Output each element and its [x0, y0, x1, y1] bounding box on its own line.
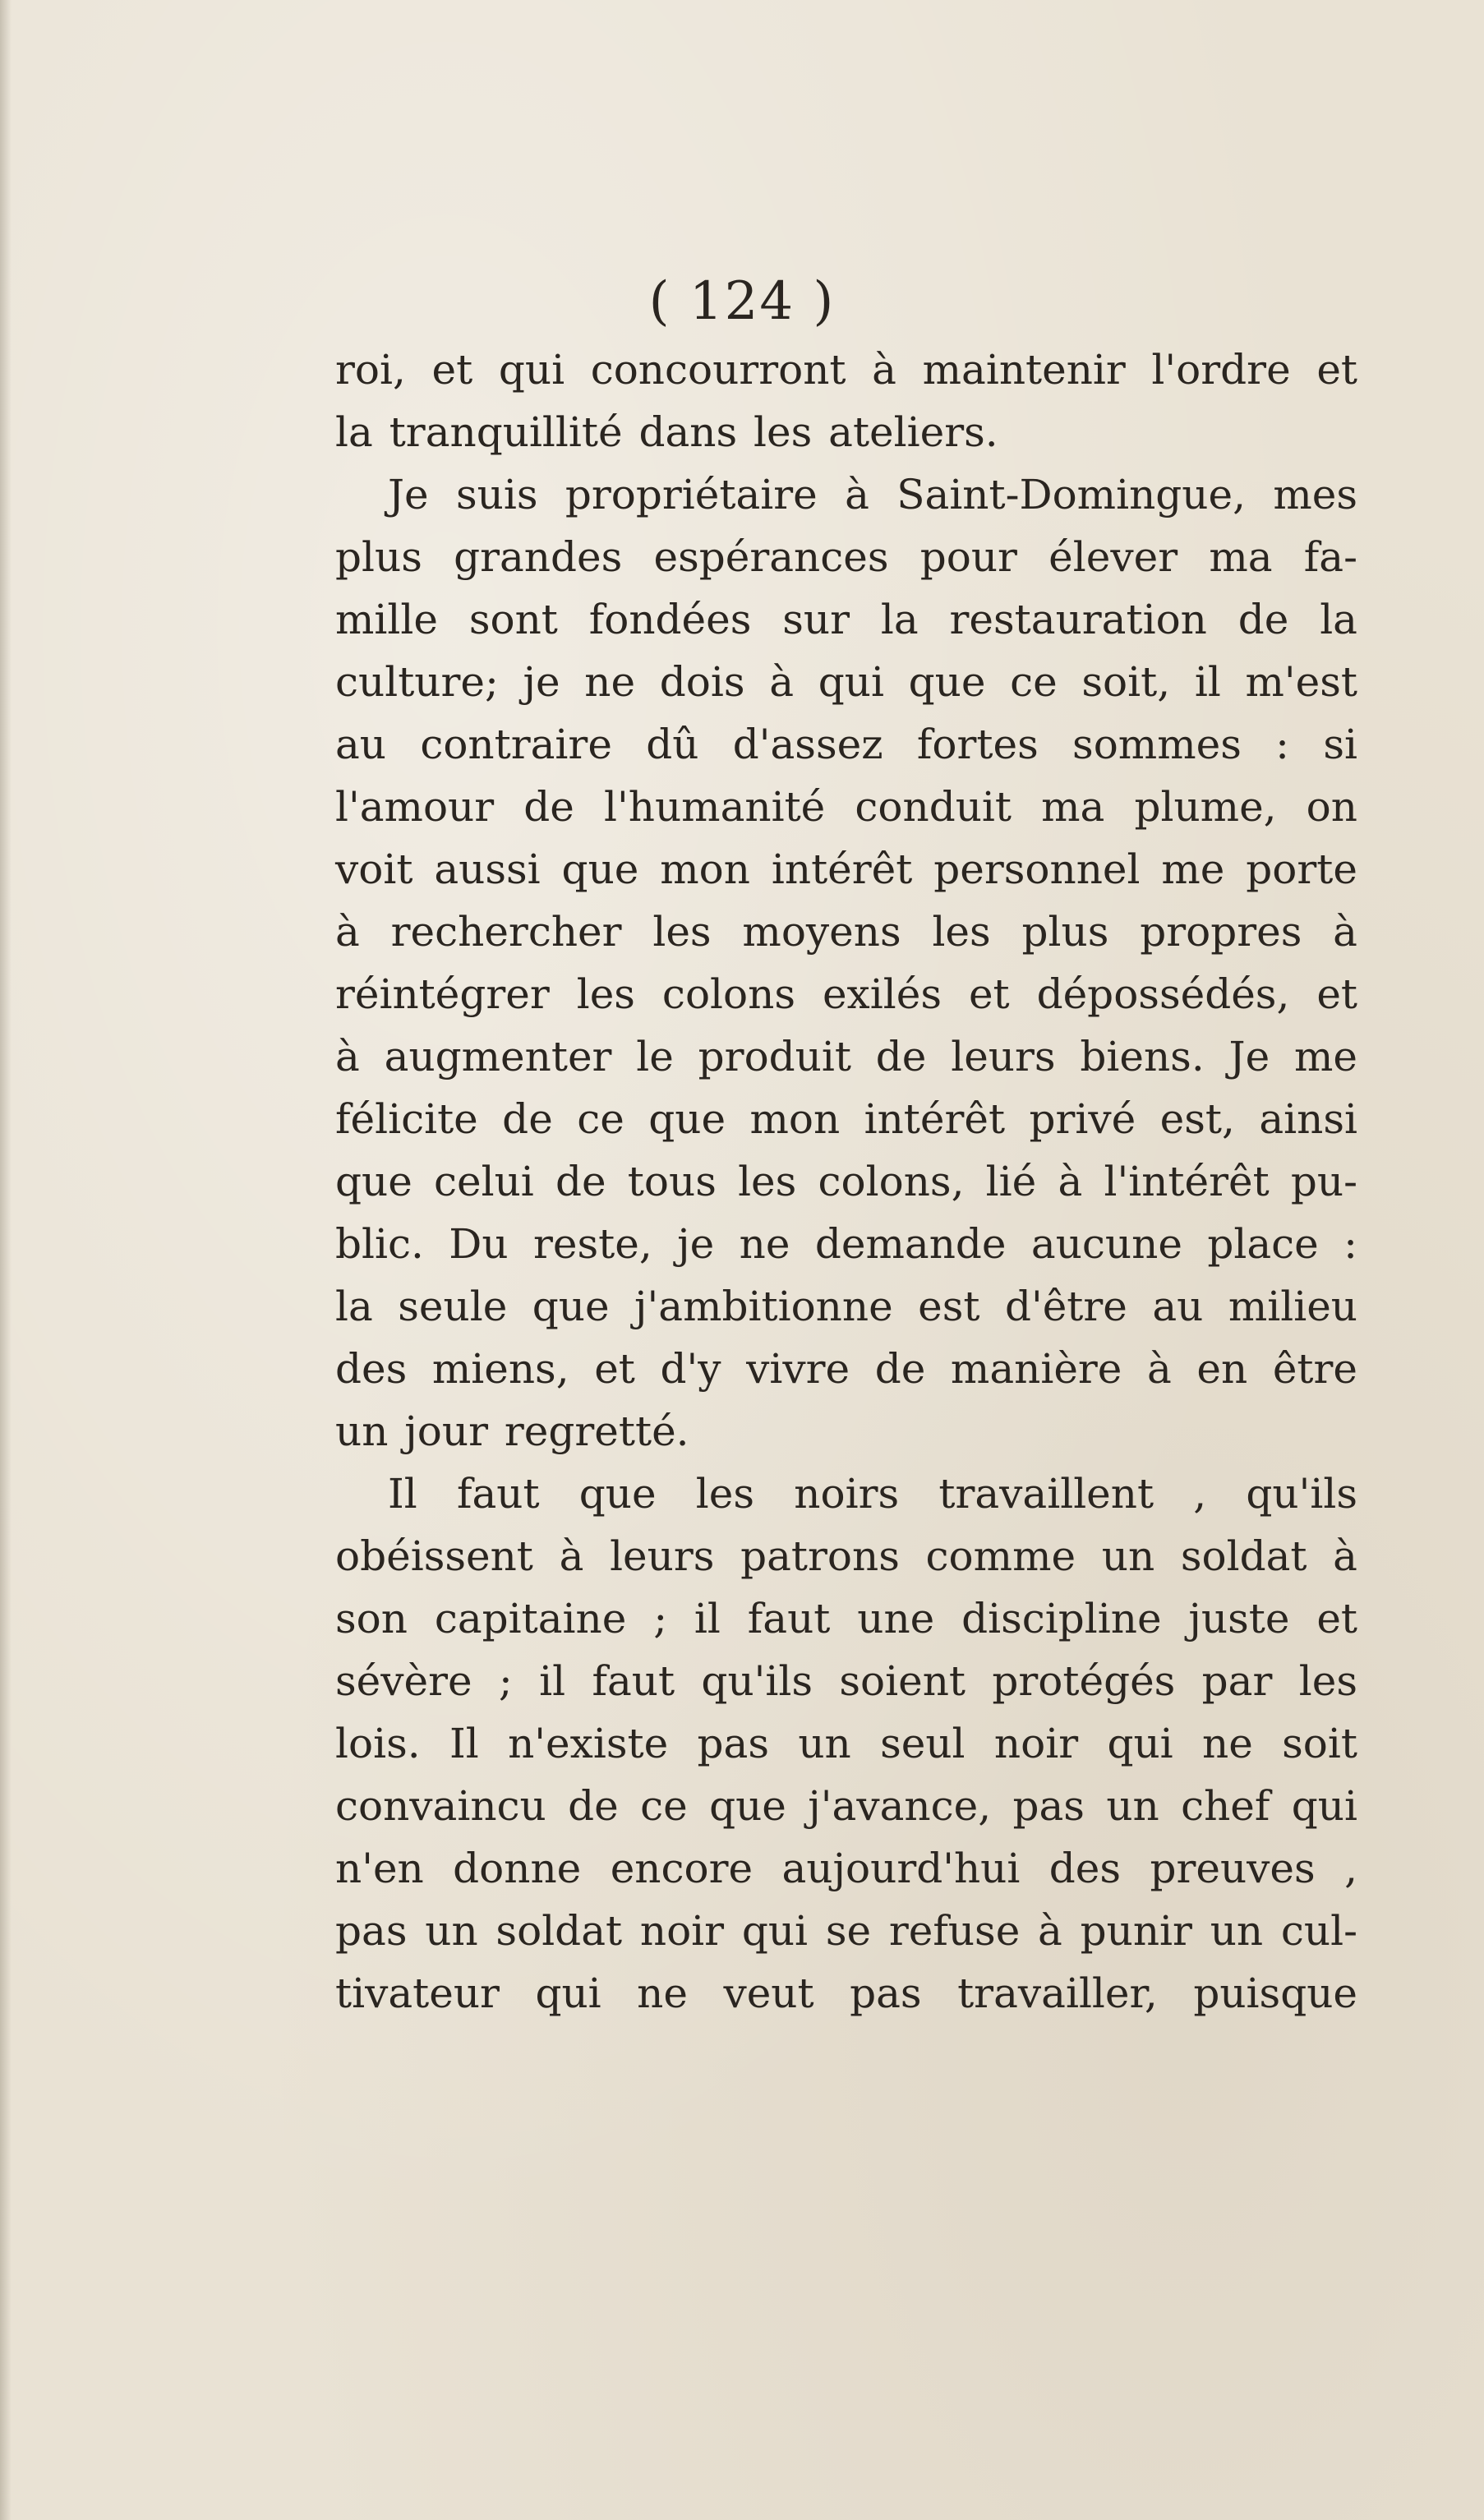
text-line: la tranquillité dans les ateliers. [335, 408, 998, 456]
text-line: culture; je ne dois à qui que ce soit, il m'est [335, 658, 1357, 706]
text-line: un jour regretté. [335, 1407, 689, 1455]
body-text [335, 339, 1357, 2025]
text-line: Je suis propriétaire à Saint-Domingue, mes [388, 471, 1357, 518]
text-line: que celui de tous les colons, lié à l'intérêt pu- [335, 1158, 1357, 1205]
text-line: Il faut que les noirs travaillent , qu'ils [388, 1470, 1357, 1518]
text-line: à rechercher les moyens les plus propres à [335, 908, 1357, 956]
text-line: lois. Il n'existe pas un seul noir qui ne soit [335, 1720, 1357, 1767]
text-line: félicite de ce que mon intérêt privé est, ainsi [335, 1095, 1357, 1143]
text-line: obéissent à leurs patrons comme un soldat à [335, 1532, 1357, 1580]
text-line: mille sont fondées sur la restauration de la [335, 596, 1357, 643]
text-line: plus grandes espérances pour élever ma fa- [335, 533, 1357, 581]
text-line: son capitaine ; il faut une discipline juste et [335, 1595, 1357, 1642]
text-line: blic. Du reste, je ne demande aucune place : [335, 1220, 1357, 1268]
text-line: convaincu de ce que j'avance, pas un chef qui [335, 1782, 1357, 1830]
text-line: des miens, et d'y vivre de manière à en être [335, 1345, 1357, 1393]
text-line: voit aussi que mon intérêt personnel me porte [335, 845, 1357, 893]
page-number: ( 124 ) [648, 271, 836, 332]
text-line: sévère ; il faut qu'ils soient protégés par les [335, 1657, 1357, 1705]
text-line: l'amour de l'humanité conduit ma plume, on [335, 783, 1357, 831]
paragraph [335, 339, 1357, 463]
text-line: pas un soldat noir qui se refuse à punir un cul- [335, 1907, 1357, 1955]
text-line: à augmenter le produit de leurs biens. Je me [335, 1033, 1357, 1080]
text-line: n'en donne encore aujourd'hui des preuves , [335, 1845, 1357, 1892]
paragraph [335, 463, 1357, 1463]
text-line: la seule que j'ambitionne est d'être au milieu [335, 1283, 1357, 1330]
text-line: tivateur qui ne veut pas travailler, puisque [335, 1969, 1357, 2017]
text-line: roi, et qui concourront à maintenir l'ordre et [335, 346, 1357, 394]
text-line: au contraire dû d'assez fortes sommes : si [335, 721, 1357, 768]
paragraph [335, 1463, 1357, 2025]
text-line: réintégrer les colons exilés et dépossédés, et [335, 970, 1357, 1018]
